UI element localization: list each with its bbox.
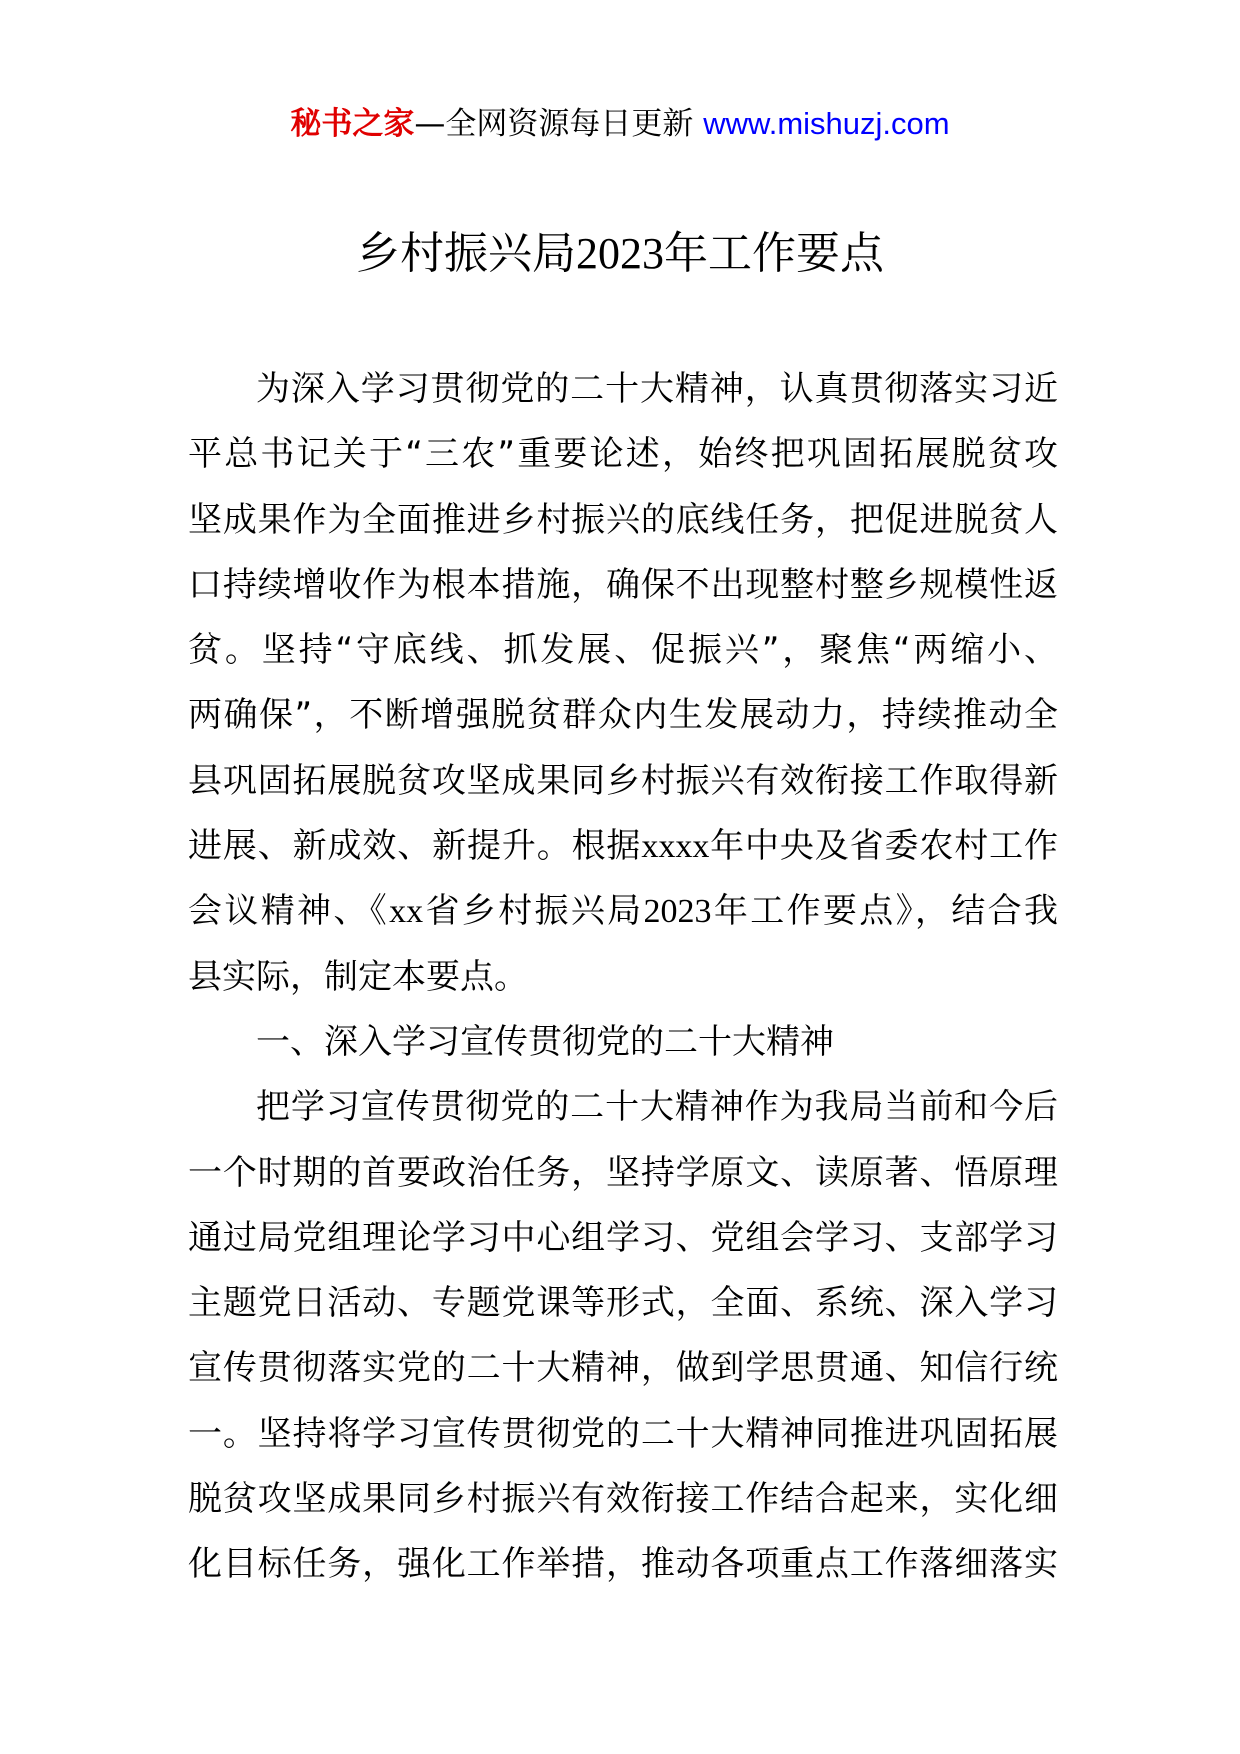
paragraph-line: 宣传贯彻落实党的二十大精神，做到学思贯通、知信行统 — [188, 1348, 1058, 1389]
document-title — [0, 222, 1240, 286]
paragraph-line: 一个时期的首要政治任务，坚持学原文、读原著、悟原理 — [188, 1152, 1058, 1193]
paragraph-line: 一。坚持将学习宣传贯彻党的二十大精神同推进巩固拓展 — [188, 1413, 1058, 1454]
paragraph-line: 为深入学习贯彻党的二十大精神，认真贯彻落实习近 — [256, 369, 1058, 409]
brand-name: 秘书之家 — [290, 106, 415, 142]
paragraph-line: 口持续增收作为根本措施，确保不出现整村整乡规模性返 — [188, 564, 1058, 605]
title-prefix: 乡村振兴局 — [356, 228, 576, 279]
site-header — [0, 98, 1240, 150]
site-url[interactable]: www.mishuzj.com — [703, 106, 950, 141]
paragraph-line: 化目标任务，强化工作举措，推动各项重点工作落细落实 — [188, 1544, 1058, 1585]
paragraph-line: 坚成果作为全面推进乡村振兴的底线任务，把促进脱贫人 — [188, 499, 1058, 540]
paragraph-line: 县巩固拓展脱贫攻坚成果同乡村振兴有效衔接工作取得新 — [188, 760, 1058, 801]
header-dash: — — [414, 106, 446, 142]
section-heading: 一、深入学习宣传贯彻党的二十大精神 — [256, 1021, 834, 1062]
paragraph-line: 会议精神、《xx省乡村振兴局2023年工作要点》，结合我 — [188, 891, 1059, 932]
paragraph-line: 贫。坚持“守底线、抓发展、促振兴”，聚焦“两缩小、 — [188, 630, 1058, 671]
title-suffix: 年工作要点 — [664, 228, 884, 279]
paragraph-line: 主题党日活动、专题党课等形式，全面、系统、深入学习 — [188, 1283, 1058, 1324]
document-body — [188, 357, 1058, 1598]
header-tagline: 全网资源每日更新 — [445, 106, 704, 142]
paragraph-line: 县实际，制定本要点。 — [188, 956, 528, 997]
paragraph-line: 脱贫攻坚成果同乡村振兴有效衔接工作结合起来，实化细 — [188, 1479, 1058, 1520]
paragraph-line: 把学习宣传贯彻党的二十大精神作为我局当前和今后 — [256, 1087, 1058, 1128]
title-year: 2023 — [576, 229, 664, 278]
paragraph-line: 进展、新成效、新提升。根据xxxx年中央及省委农村工作 — [188, 826, 1059, 867]
paragraph-line: 通过局党组理论学习中心组学习、党组会学习、支部学习 — [188, 1217, 1058, 1258]
paragraph-line: 两确保”，不断增强脱贫群众内生发展动力，持续推动全 — [188, 695, 1058, 736]
paragraph-line: 平总书记关于“三农”重要论述，始终把巩固拓展脱贫攻 — [188, 434, 1058, 475]
